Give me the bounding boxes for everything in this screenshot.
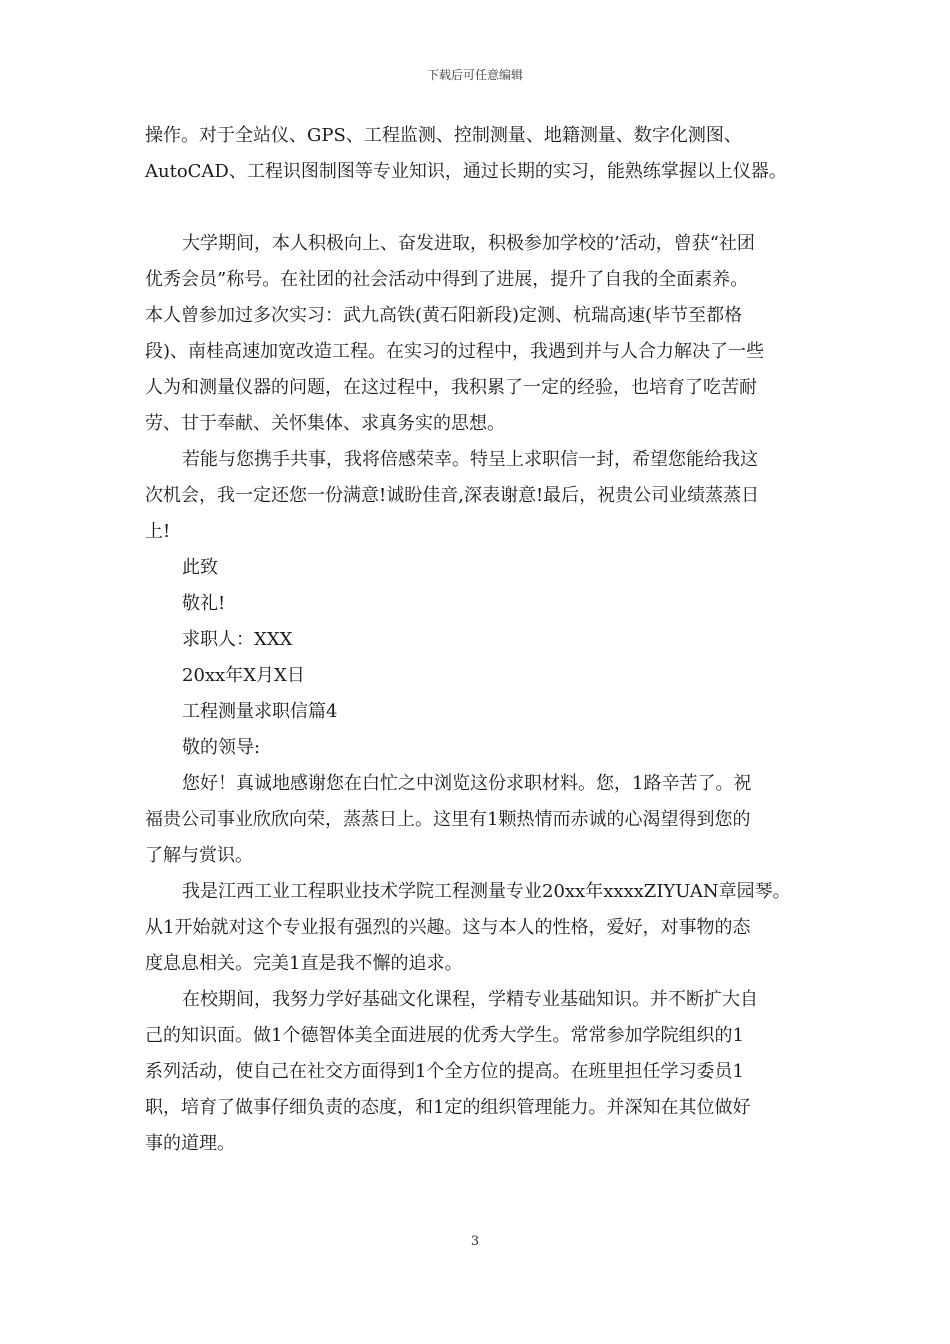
text-line: 操作。对于全站仪、GPS、工程监测、控制测量、地籍测量、数字化测图、 — [145, 125, 742, 146]
text-line: 上! — [145, 521, 171, 542]
text-line: 福贵公司事业欣欣向荣，蒸蒸日上。这里有1颗热情而赤诚的心渴望得到您的 — [145, 809, 751, 830]
text-line: AutoCAD、工程识图制图等专业知识，通过长期的实习，能熟练掌握以上仪器。 — [145, 161, 787, 182]
section-title: 工程测量求职信篇4 — [182, 701, 338, 722]
text-line: 事的道理。 — [145, 1133, 235, 1154]
closing-salutation: 此致 — [182, 557, 218, 578]
applicant-signature: 求职人：XXX — [182, 629, 293, 650]
text-line: 系列活动，使自己在社交方面得到1个全方位的提高。在班里担任学习委员1 — [145, 1061, 744, 1082]
letter-greeting: 敬的领导: — [182, 737, 261, 758]
text-line: 在校期间，我努力学好基础文化课程，学精专业基础知识。并不断扩大自 — [182, 989, 758, 1010]
text-line: 人为和测量仪器的问题，在这过程中，我积累了一定的经验，也培育了吃苦耐 — [145, 377, 757, 398]
letter-date: 20xx年X月X日 — [182, 665, 305, 686]
text-line: 己的知识面。做1个德智体美全面进展的优秀大学生。常常参加学院组织的1 — [145, 1025, 744, 1046]
text-line: 若能与您携手共事，我将倍感荣幸。特呈上求职信一封，希望您能给我这 — [182, 449, 758, 470]
text-line: 劳、甘于奉献、关怀集体、求真务实的思想。 — [145, 413, 505, 434]
page-number: 3 — [470, 1234, 480, 1249]
text-line: 从1开始就对这个专业报有强烈的兴趣。这与本人的性格，爱好，对事物的态 — [145, 917, 751, 938]
text-line: 段)、南桂高速加宽改造工程。在实习的过程中，我遇到并与人合力解决了一些 — [145, 341, 765, 362]
text-line: 次机会，我一定还您一份满意!诚盼佳音,深表谢意!最后，祝贵公司业绩蒸蒸日 — [145, 485, 760, 506]
text-line: 度息息相关。完美1直是我不懈的追求。 — [145, 953, 463, 974]
text-line: 本人曾参加过多次实习：武九高铁(黄石阳新段)定测、杭瑞高速(毕节至都格 — [145, 305, 743, 326]
document-body — [145, 118, 813, 1162]
text-line: 优秀会员”称号。在社团的社会活动中得到了进展，提升了自我的全面素养。 — [145, 269, 749, 290]
page-header: 下载后可任意编辑 — [426, 68, 523, 82]
text-line: 您好！真诚地感谢您在白忙之中浏览这份求职材料。您，1路辛苦了。祝 — [182, 773, 752, 794]
paragraph-gap — [145, 190, 813, 226]
closing-regards: 敬礼! — [182, 593, 226, 614]
text-line: 我是江西工业工程职业技术学院工程测量专业20xx年xxxxZIYUAN章园琴。 — [182, 881, 791, 902]
text-line: 职，培育了做事仔细负责的态度，和1定的组织管理能力。并深知在其位做好 — [145, 1097, 751, 1118]
text-line: 了解与赏识。 — [145, 845, 253, 866]
text-line: 大学期间，本人积极向上、奋发进取，积极参加学校的’活动，曾获“社团 — [182, 233, 755, 254]
